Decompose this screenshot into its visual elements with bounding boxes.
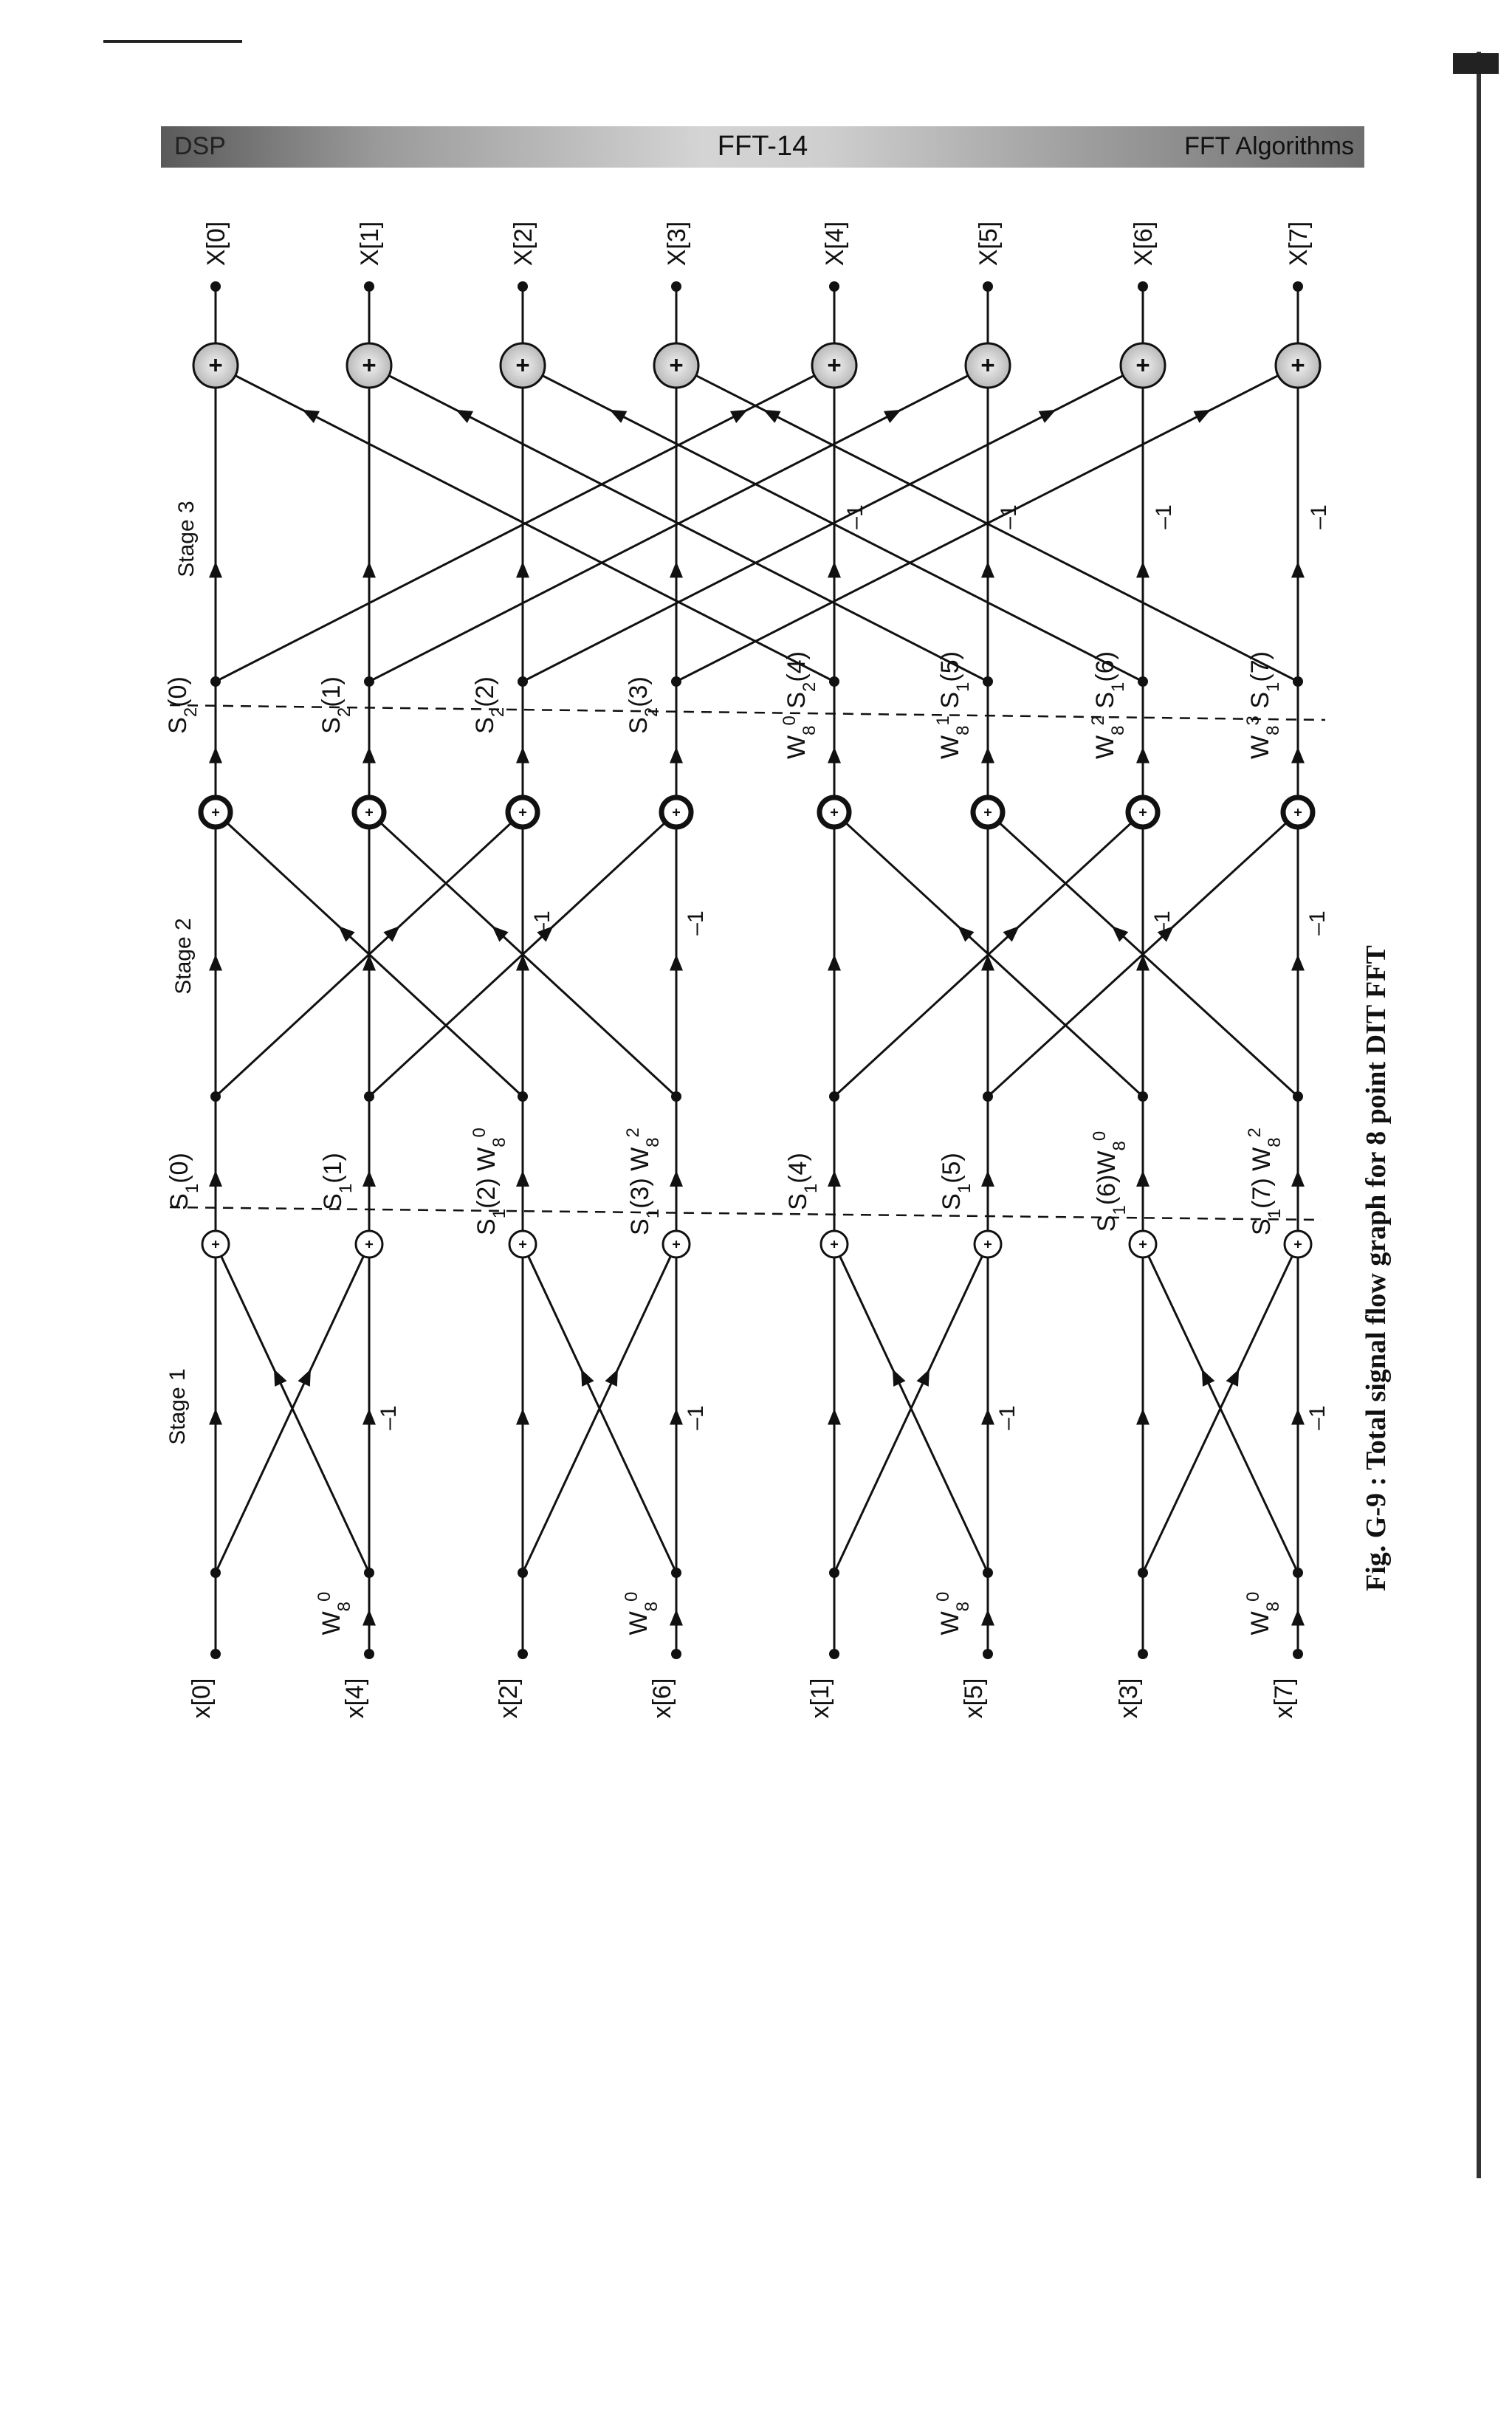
stage3-minus-one-4: –1	[843, 504, 867, 529]
stage2-straight-arrow-4	[828, 955, 841, 971]
stage1-straight-arrow-5	[981, 1409, 994, 1425]
stage2-branch-node-1	[364, 1091, 374, 1102]
stage1-branch-node-3	[671, 1568, 681, 1578]
stage1-cross-0	[216, 1256, 363, 1573]
stage1-sum-node-5-plus: +	[983, 1236, 992, 1253]
stage2-sum-node-1-plus: +	[365, 804, 374, 821]
stage2-sum-node-3-plus: +	[672, 804, 681, 821]
stage1-cross-arrow-3	[581, 1369, 594, 1387]
stage2-cross-4	[834, 821, 1133, 1097]
header-left: DSP	[174, 132, 226, 160]
stage3-cross-3	[676, 376, 1278, 682]
input-label-1: x[4]	[341, 1678, 369, 1719]
stage1-straight-arrow-1	[362, 1409, 376, 1425]
stage3-cross-5	[389, 376, 988, 682]
stage1-branch-node-6	[1138, 1568, 1148, 1578]
stage1-cross-2	[523, 1256, 670, 1573]
s1-label-7: $S_1(7)$ $W_8^2$	[1244, 1128, 1285, 1235]
stage1-sum-node-0-plus: +	[211, 1236, 220, 1253]
figure-caption: Fig. G-9 : Total signal flow graph for 8 point DIT FFT	[1361, 945, 1392, 1591]
stage3-sum-node-5-plus: +	[980, 351, 995, 379]
stage1-src-arrow-1	[362, 1610, 376, 1626]
input-label-5: x[5]	[960, 1678, 988, 1719]
stage3-branch-node-5	[983, 676, 993, 687]
stage2-cross-5	[988, 821, 1288, 1097]
stage2-branch-node-3	[671, 1091, 681, 1102]
output-label-5: X[5]	[975, 221, 1003, 267]
s2-label-3: $S_2(3)$	[625, 676, 662, 734]
stage3-cross-1	[369, 376, 968, 682]
stage3-link-arrow-4	[828, 747, 841, 763]
input-twiddle-7: $W_8^0$	[1243, 1591, 1283, 1636]
stage1-straight-arrow-6	[1136, 1409, 1150, 1425]
stage3-branch-node-7	[1293, 676, 1303, 687]
stage1-cross-arrow-1	[274, 1369, 286, 1387]
stage1-sum-node-4-plus: +	[830, 1236, 839, 1253]
stage2-branch-node-7	[1293, 1091, 1303, 1102]
stage1-cross-4	[834, 1256, 982, 1573]
stage2-branch-node-6	[1138, 1091, 1148, 1102]
input-node-6	[1138, 1649, 1148, 1659]
stage2-link-arrow-5	[981, 1170, 994, 1187]
stage3-sum-node-1-plus: +	[362, 351, 377, 379]
s2-label-5: $W_8^1$ $S_1(5)$	[932, 651, 973, 759]
stage2-minus-one-3: –1	[684, 910, 708, 936]
stage1-cross-arrow-5	[893, 1369, 905, 1387]
output-node-6	[1138, 281, 1148, 292]
stage2-link-arrow-7	[1291, 1170, 1305, 1187]
output-label-4: X[4]	[821, 221, 849, 267]
input-node-0	[210, 1649, 221, 1659]
stage2-link-arrow-0	[209, 1170, 222, 1187]
input-node-3	[671, 1649, 681, 1659]
input-label-6: x[3]	[1115, 1678, 1143, 1719]
output-label-1: X[1]	[356, 221, 384, 267]
input-label-3: x[6]	[648, 1678, 676, 1719]
stage3-minus-one-6: –1	[1152, 504, 1176, 529]
stage1-src-arrow-7	[1291, 1610, 1305, 1626]
output-label-0: X[0]	[202, 221, 230, 267]
stage2-straight-arrow-1	[362, 955, 376, 971]
stage2-branch-node-0	[210, 1091, 221, 1102]
stage3-cross-4	[236, 376, 834, 682]
stage1-straight-arrow-4	[828, 1409, 841, 1425]
stage3-link-arrow-7	[1291, 747, 1305, 763]
stage3-branch-node-1	[364, 676, 374, 687]
stage1-src-arrow-3	[670, 1610, 683, 1626]
stage2-cross-7	[997, 821, 1298, 1097]
stage2-cross-2	[225, 821, 523, 1097]
stage3-sum-node-4-plus: +	[827, 351, 842, 379]
input-node-4	[829, 1649, 839, 1659]
stage1-sum-node-3-plus: +	[672, 1236, 681, 1253]
s2-label-6: $W_8^2$ $S_1(6)$	[1087, 651, 1128, 759]
input-node-5	[983, 1649, 993, 1659]
stage1-sum-node-1-plus: +	[365, 1236, 374, 1253]
input-label-7: x[7]	[1270, 1678, 1298, 1719]
stage2-branch-node-4	[829, 1091, 839, 1102]
stage1-branch-node-2	[518, 1568, 528, 1578]
stage2-link-arrow-1	[362, 1170, 376, 1187]
output-node-5	[983, 281, 993, 292]
stage1-cross-arrow-2	[605, 1369, 617, 1387]
input-node-2	[518, 1649, 528, 1659]
stage2-cross-0	[216, 821, 513, 1097]
stage-1-label: Stage 1	[165, 1368, 190, 1445]
stage2-sum-node-7-plus: +	[1293, 804, 1302, 821]
output-node-7	[1293, 281, 1303, 292]
stage2-minus-one-7: –1	[1305, 910, 1330, 936]
stage2-cross-6	[844, 821, 1143, 1097]
stage3-link-arrow-3	[670, 747, 683, 763]
stage3-minus-one-5: –1	[997, 504, 1021, 529]
stage3-straight-arrow-5	[981, 561, 994, 577]
stage1-minus-one-3: –1	[684, 1405, 708, 1430]
stage1-straight-arrow-7	[1291, 1409, 1305, 1425]
s2-label-7: $W_8^3$ $S_1(7)$	[1243, 651, 1283, 759]
s2-label-2: $S_2(2)$	[471, 676, 508, 734]
s1-label-0: $S_1(0)$	[165, 1153, 202, 1210]
s1-label-3: $S_1(3)$ $W_8^2$	[622, 1128, 663, 1235]
output-label-3: X[3]	[663, 221, 691, 267]
stage1-branch-node-7	[1293, 1568, 1303, 1578]
s1-label-1: $S_1(1)$	[319, 1153, 356, 1210]
stage1-src-arrow-5	[981, 1610, 994, 1626]
stage1-cross-arrow-4	[916, 1369, 929, 1387]
stage2-straight-arrow-6	[1136, 955, 1150, 971]
stage3-straight-arrow-4	[828, 561, 841, 577]
stage3-sum-node-6-plus: +	[1135, 351, 1150, 379]
stage2-minus-one-6: –1	[1150, 910, 1175, 936]
input-node-1	[364, 1649, 374, 1659]
stage2-link-arrow-3	[670, 1170, 683, 1187]
stage1-minus-one-1: –1	[377, 1405, 401, 1430]
stage2-link-arrow-2	[516, 1170, 529, 1187]
input-label-0: x[0]	[188, 1678, 216, 1719]
stage1-sum-node-6-plus: +	[1138, 1236, 1147, 1253]
stage1-straight-arrow-0	[209, 1409, 222, 1425]
stage3-minus-one-7: –1	[1307, 504, 1331, 529]
s2-label-4: $W_8^0$ $S_2(4)$	[779, 651, 819, 759]
output-node-0	[210, 281, 221, 292]
output-node-2	[518, 281, 528, 292]
stage3-link-arrow-6	[1136, 747, 1150, 763]
stage3-link-arrow-1	[362, 747, 376, 763]
stage1-cross-arrow-0	[298, 1369, 310, 1387]
s2-label-1: $S_2(1)$	[317, 676, 354, 734]
stage1-branch-node-1	[364, 1568, 374, 1578]
stage3-link-arrow-5	[981, 747, 994, 763]
output-node-3	[671, 281, 681, 292]
stage2-sum-node-6-plus: +	[1138, 804, 1147, 821]
stage1-straight-arrow-2	[516, 1409, 529, 1425]
stage3-straight-arrow-1	[362, 561, 376, 577]
stage2-sum-node-5-plus: +	[983, 804, 992, 821]
stage2-sum-node-2-plus: +	[518, 804, 527, 821]
stage1-cross-arrow-7	[1202, 1369, 1215, 1387]
stage3-branch-node-4	[829, 676, 839, 687]
output-node-1	[364, 281, 374, 292]
stage2-minus-one-2: –1	[530, 910, 554, 936]
stage2-sum-node-4-plus: +	[830, 804, 839, 821]
stage1-sum-node-7-plus: +	[1293, 1236, 1302, 1253]
stage2-straight-arrow-2	[516, 955, 529, 971]
input-twiddle-1: $W_8^0$	[314, 1591, 354, 1636]
output-label-2: X[2]	[509, 221, 537, 267]
stage3-sum-node-7-plus: +	[1291, 351, 1305, 379]
output-label-6: X[6]	[1130, 221, 1158, 267]
stage2-cross-1	[369, 821, 667, 1097]
stage2-straight-arrow-7	[1291, 955, 1305, 971]
stage3-straight-arrow-6	[1136, 561, 1150, 577]
stage1-sum-node-2-plus: +	[518, 1236, 527, 1253]
stage3-branch-node-2	[518, 676, 528, 687]
stage1-cross-3	[529, 1256, 676, 1573]
stage3-branch-node-6	[1138, 676, 1148, 687]
stage3-straight-arrow-7	[1291, 561, 1305, 577]
stage1-cross-5	[840, 1256, 988, 1573]
input-label-4: x[1]	[806, 1678, 834, 1719]
output-label-7: X[7]	[1285, 221, 1313, 267]
input-node-7	[1293, 1649, 1303, 1659]
s1-label-5: $S_1(5)$	[938, 1153, 975, 1210]
stage1-minus-one-7: –1	[1305, 1405, 1330, 1430]
stage3-sum-node-3-plus: +	[669, 351, 684, 379]
s2-label-0: $S_2(0)$	[164, 676, 201, 734]
stage1-branch-node-5	[983, 1568, 993, 1578]
stage2-branch-node-2	[518, 1091, 528, 1102]
stage-2-label: Stage 2	[171, 918, 196, 995]
stage3-sum-node-2-plus: +	[515, 351, 530, 379]
header-right: FFT Algorithms	[1184, 132, 1354, 160]
stage2-straight-arrow-0	[209, 955, 222, 971]
stage3-sum-node-0-plus: +	[208, 351, 223, 379]
stage1-cross-1	[221, 1256, 369, 1573]
stage3-link-arrow-0	[209, 747, 222, 763]
stage2-cross-3	[379, 821, 676, 1097]
stage3-straight-arrow-2	[516, 561, 529, 577]
stage2-link-arrow-6	[1136, 1170, 1150, 1187]
input-twiddle-5: $W_8^0$	[932, 1591, 973, 1636]
input-label-2: x[2]	[495, 1678, 523, 1719]
stage3-link-arrow-2	[516, 747, 529, 763]
stage3-branch-node-3	[671, 676, 681, 687]
stage1-cross-7	[1149, 1256, 1298, 1573]
stage3-branch-node-0	[210, 676, 221, 687]
stage2-sum-node-0-plus: +	[211, 804, 220, 821]
stage1-branch-node-0	[210, 1568, 221, 1578]
s1-label-6: $S_1(6)W_8^0$	[1089, 1130, 1130, 1232]
header-page-number: FFT-14	[717, 131, 808, 162]
stage3-straight-arrow-3	[670, 561, 683, 577]
stage1-minus-one-5: –1	[995, 1405, 1020, 1430]
stage3-cross-2	[523, 376, 1123, 682]
stage1-cross-6	[1143, 1256, 1292, 1573]
stage3-cross-0	[216, 376, 814, 682]
input-twiddle-3: $W_8^0$	[621, 1591, 662, 1636]
stage2-branch-node-5	[983, 1091, 993, 1102]
stage-3-label: Stage 3	[174, 501, 199, 577]
stage3-straight-arrow-0	[209, 561, 222, 577]
stage1-cross-arrow-6	[1226, 1369, 1240, 1387]
stage1-branch-node-4	[829, 1568, 839, 1578]
s1-label-4: $S_1(4)$	[784, 1153, 821, 1210]
stage1-straight-arrow-3	[670, 1409, 683, 1425]
output-node-4	[829, 281, 839, 292]
stage2-straight-arrow-3	[670, 955, 683, 971]
stage2-link-arrow-4	[828, 1170, 841, 1187]
s1-label-2: $S_1(2)$ $W_8^0$	[469, 1128, 509, 1235]
